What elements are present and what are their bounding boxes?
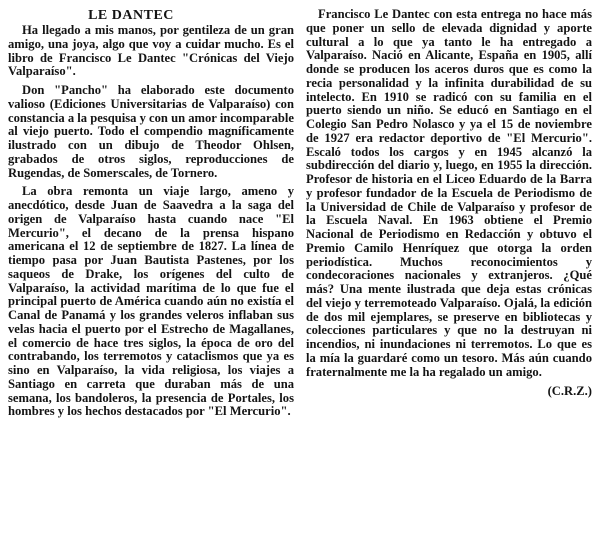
right-column <box>306 8 592 398</box>
author-signature: (C.R.Z.) <box>547 384 592 399</box>
paragraph: La obra remonta un viaje largo, ameno y anecdótico, desde Juan de Saavedra a la saga del origen de Valparaíso hasta cuando nace "El Mercurio", el decano de la prensa hispano americana el 12 de septiembre de 1827. La línea de tiempo pasa por Juan Bautista Pastenes, por los saqueos de Drake, los orígenes del culto de Valparaíso, la actividad marítima de lo que fue el principal puerto de América cuando aún no existía el Canal de Panamá y los grandes veleros inflaban sus velas hacia el puerto por el Estrecho de Magallanes, el comercio de hace tres siglos, la época de oro del contrabando, los terremotos y cataclismos que ya es sino en Valparaíso, la vida religiosa, los viajes a Santiago en carreta que duraban más de una semana, los bandoleros, la presencia de Portales, los hombres y los hechos destacados por "El Mercurio". <box>8 184 294 419</box>
paragraph: Ha llegado a mis manos, por gentileza de un gran amigo, una joya, algo que voy a cuidar mucho. Es el libro de Francisco Le Dantec "Crónicas del Viejo Valparaíso". <box>8 23 294 79</box>
left-column <box>8 8 294 424</box>
paragraph: Francisco Le Dantec con esta entrega no hace más que poner un sello de elevada dignidad y aporte cultural a lo que ya tanto le ha entregado a Valparaíso. Nació en Alicante, España en 1905, allí donde se producen los aceros duros que es como la recia personalidad y la infinita durabilidad de su intelecto. En 1910 se radicó con su familia en el puerto siendo un niño. Se educó en Santiago en el Colegio San Pedro Nolasco y ya el 15 de noviembre de 1927 era redactor deportivo de "El Mercurio". Escaló todos los cargos y en 1945 alcanzó la subdirección del diario y, luego, en 1955 la dirección. Profesor de historia en el Liceo Eduardo de la Barra y profesor fundador de la Escuela de Periodismo de la Universidad de Chile de Valparaíso y profesor de la Escuela Naval. En 1963 obtiene el Premio Nacional de Periodismo en Redacción y obtuvo el Premio Camilo Henríquez que otorga la orden periodística. Muchos reconocimientos y condecoraciones nacionales y extranjeros. ¿Qué más? Una mente ilustrada que deja estas crónicas del viejo y terremoteado Valparaíso. Ojalá, la edición de dos mil ejemplares, se preserve en bibliotecas y colecciones particulares y que no la destruyan ni incendios, ni inundaciones ni terremotos. Lo que es la mía la guardaré como un tesoro. Más aún cuando fraternalmente me la ha regalado un amigo. <box>306 7 592 379</box>
article-title: LE DANTEC <box>88 8 174 23</box>
paragraph: Don "Pancho" ha elaborado este documento valioso (Ediciones Universitarias de Valparaíso) con constancia a la pesquisa y con un amor incomparable al viejo puerto. Todo el compendio magníficamente ilustrado con un dibujo de Theodor Ohlsen, grabados de otros siglos, reproducciones de Rugendas, de Somerscales, de Tornero. <box>8 83 294 180</box>
